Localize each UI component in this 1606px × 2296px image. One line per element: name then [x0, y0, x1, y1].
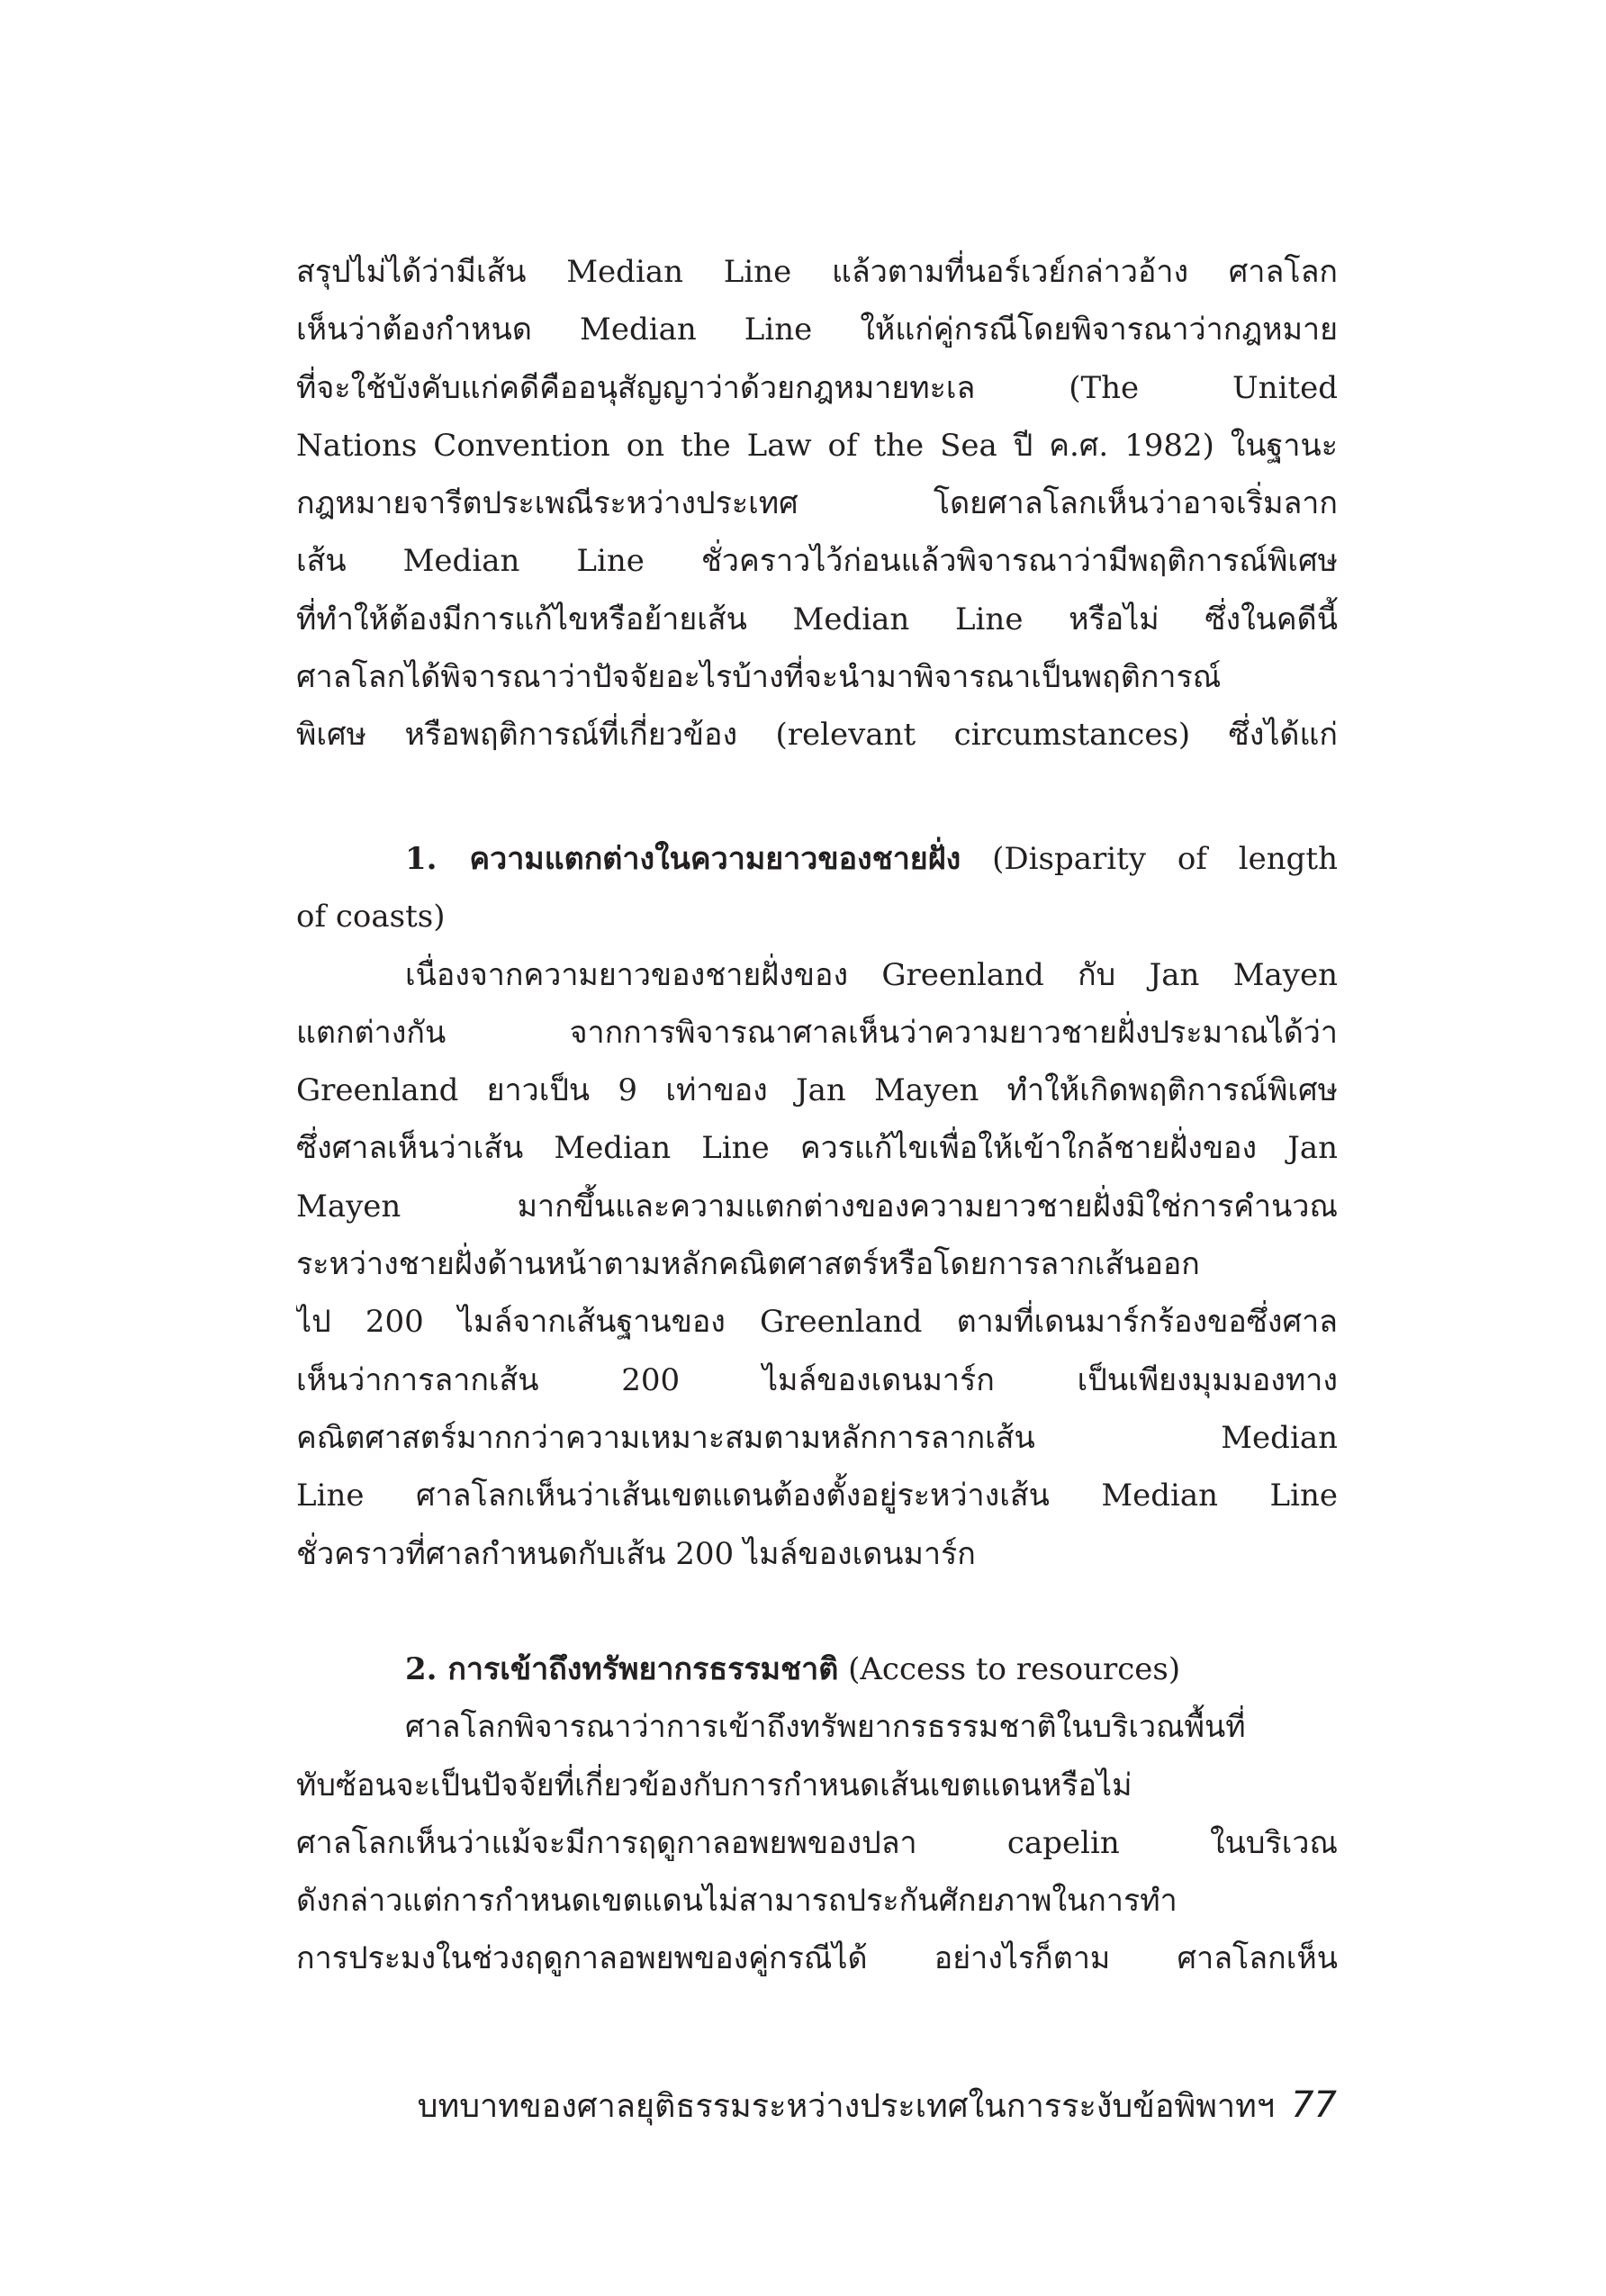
text-line: สรุปไม่ได้ว่ามีเส้น Median Line แล้วตามที่นอร์เวย์กล่าวอ้าง ศาลโลก — [296, 254, 1338, 290]
text-line: Line ศาลโลกเห็นว่าเส้นเขตแดนต้องตั้งอยู่ระหว่างเส้น Median Line — [296, 1478, 1338, 1514]
text-line: ที่จะใช้บังคับแก่คดีคืออนุสัญญาว่าด้วยกฎหมายทะเล (The United — [296, 369, 1338, 406]
text-line: ดังกล่าวแต่การกำหนดเขตแดนไม่สามารถประกันศักยภาพในการทำ — [296, 1883, 1177, 1920]
section-heading-english: (Disparity of length — [992, 841, 1338, 877]
text-line: การประมงในช่วงฤดูกาลอพยพของคู่กรณีได้ อย่างไรก็ตาม ศาลโลกเห็น — [296, 1940, 1338, 1977]
page-number: 77 — [1291, 2084, 1337, 2126]
paragraph-continuation — [296, 243, 1338, 764]
text-line: ที่ทำให้ต้องมีการแก้ไขหรือย้ายเส้น Median Line หรือไม่ ซึ่งในคดีนี้ — [296, 601, 1338, 637]
text-line: เห็นว่าการลากเส้น 200 ไมล์ของเดนมาร์ก เป็นเพียงมุมมองทาง — [296, 1361, 1338, 1398]
text-line: เส้น Median Line ชั่วคราวไว้ก่อนแล้วพิจารณาว่ามีพฤติการณ์พิเศษ — [296, 543, 1338, 580]
text-line: ศาลโลกพิจารณาว่าการเข้าถึงทรัพยากรธรรมชาติในบริเวณพื้นที่ — [405, 1709, 1246, 1746]
page-footer — [417, 2084, 1337, 2126]
text-line: Nations Convention on the Law of the Sea ปี ค.ศ. 1982) ในฐานะ — [296, 427, 1338, 464]
section-heading-continuation: of coasts) — [296, 899, 446, 936]
section-heading-thai: 1. ความแตกต่างในความยาวของชายฝั่ง — [405, 841, 961, 877]
text-line: เนื่องจากความยาวของชายฝั่งของ Greenland กับ Jan Mayen — [405, 956, 1338, 993]
section-heading — [296, 1641, 1338, 1698]
text-line: กฎหมายจารีตประเพณีระหว่างประเทศ โดยศาลโลกเห็นว่าอาจเริ่มลาก — [296, 485, 1338, 522]
text-line: ชั่วคราวที่ศาลกำหนดกับเส้น 200 ไมล์ของเดนมาร์ก — [296, 1535, 976, 1572]
text-line: ทับซ้อนจะเป็นปัจจัยที่เกี่ยวข้องกับการกำหนดเส้นเขตแดนหรือไม่ — [296, 1767, 1132, 1803]
text-line: ไป 200 ไมล์จากเส้นฐานของ Greenland ตามที่เดนมาร์กร้องขอซึ่งศาล — [296, 1304, 1338, 1341]
text-line: ระหว่างชายฝั่งด้านหน้าตามหลักคณิตศาสตร์หรือโดยการลากเส้นออก — [296, 1246, 1200, 1283]
text-line: ศาลโลกได้พิจารณาว่าปัจจัยอะไรบ้างที่จะนำมาพิจารณาเป็นพฤติการณ์ — [296, 659, 1222, 696]
text-line: พิเศษ หรือพฤติการณ์ที่เกี่ยวข้อง (relevant circumstances) ซึ่งได้แก่ — [296, 717, 1338, 754]
text-line: Greenland ยาวเป็น 9 เท่าของ Jan Mayen ทำให้เกิดพฤติการณ์พิเศษ — [296, 1072, 1338, 1109]
section-heading-english: (Access to resources) — [848, 1651, 1181, 1687]
section-access-to-resources — [296, 1641, 1338, 1988]
text-line: คณิตศาสตร์มากกว่าความเหมาะสมตามหลักการลากเส้น Median — [296, 1419, 1338, 1456]
text-line: เห็นว่าต้องกำหนด Median Line ให้แก่คู่กรณีโดยพิจารณาว่ากฎหมาย — [296, 312, 1338, 348]
text-line: Mayen มากขึ้นและความแตกต่างของความยาวชายฝั่งมิใช่การคำนวณ — [296, 1188, 1338, 1225]
running-title: บทบาทของศาลยุติธรรมระหว่างประเทศในการระงับข้อพิพาทฯ — [417, 2088, 1276, 2125]
text-line: ศาลโลกเห็นว่าแม้จะมีการฤดูกาลอพยพของปลา capelin ในบริเวณ — [296, 1824, 1338, 1861]
text-line: แตกต่างกัน จากการพิจารณาศาลเห็นว่าความยาวชายฝั่งประมาณได้ว่า — [296, 1014, 1338, 1051]
section-disparity-of-coasts — [296, 830, 1338, 1583]
section-heading-thai: 2. การเข้าถึงทรัพยากรธรรมชาติ — [405, 1651, 839, 1687]
section-heading — [296, 830, 1338, 888]
text-line: ซึ่งศาลเห็นว่าเส้น Median Line ควรแก้ไขเพื่อให้เข้าใกล้ชายฝั่งของ Jan — [296, 1130, 1338, 1167]
